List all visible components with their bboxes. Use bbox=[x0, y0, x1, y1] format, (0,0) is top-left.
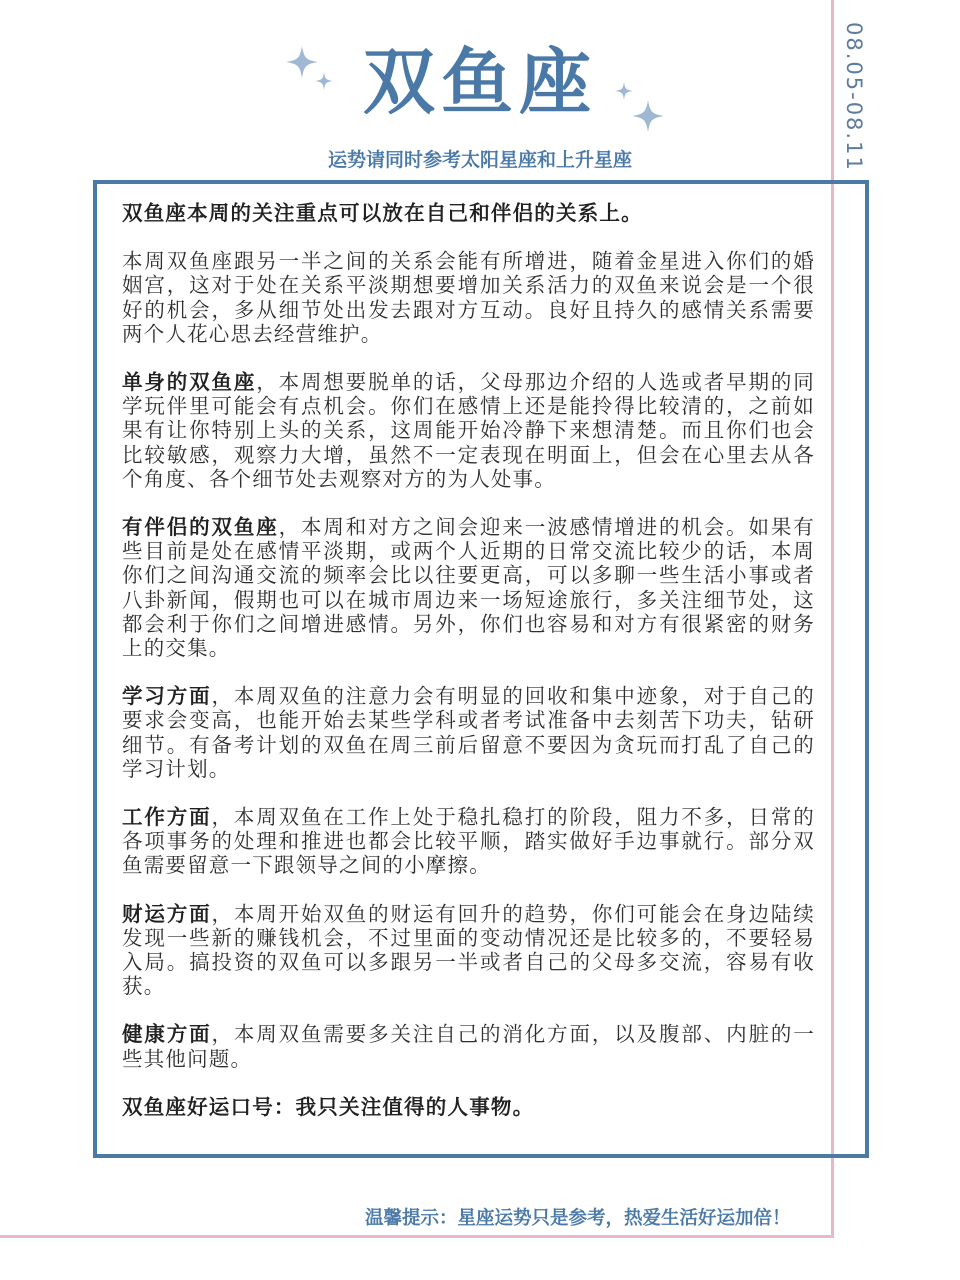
section-heading: 工作方面 bbox=[122, 805, 212, 830]
page-title: 双鱼座 bbox=[362, 40, 597, 124]
footer-note: 温馨提示：星座运势只是参考，热爱生活好运加倍！ bbox=[365, 1208, 791, 1229]
section-heading: 有伴侣的双鱼座 bbox=[122, 515, 279, 540]
section-text: ，本周双鱼的注意力会有明显的回收和集中迹象，对于自己的要求会变高，也能开始去某些学科或者考试准备中去刻苦下功夫，钻研细节。有备考计划的双鱼在周三前后留意不要因为贪玩而打乱了自己的学习计划。 bbox=[122, 684, 815, 781]
section-heading: 学习方面 bbox=[122, 684, 212, 709]
section-text: ，本周和对方之间会迎来一波感情增进的机会。如果有些目前是处在感情平淡期，或两个人近期的日常交流比较少的话，本周你们之间沟通交流的频率会比以往要更高，可以多聊一些生活小事或者八卦新闻，假期也可以在城市周边来一场短途旅行，多关注细节处，这都会利于你们之间增进感情。另外，你们也容易和对方有很紧密的财务上的交集。 bbox=[122, 515, 815, 661]
section-heading: 单身的双鱼座 bbox=[122, 370, 257, 395]
section-text: ，本周双鱼在工作上处于稳扎稳打的阶段，阻力不多，日常的各项事务的处理和推进也都会比较平顺，踏实做好手边事就行。部分双鱼需要留意一下跟领导之间的小摩擦。 bbox=[122, 805, 815, 878]
section-heading: 财运方面 bbox=[122, 901, 212, 926]
section-paragraph bbox=[122, 902, 815, 999]
title-area bbox=[0, 34, 960, 130]
section-text: ，本周双鱼需要多关注自己的消化方面，以及腹部、内脏的一些其他问题。 bbox=[122, 1022, 815, 1071]
overview-paragraph: 本周双鱼座跟另一半之间的关系会能有所增进，随着金星进入你们的婚姻宫，这对于处在关系平淡期想要增加关系活力的双鱼来说会是一个很好的机会，多从细节处出发去跟对方互动。良好且持久的感情关系需要两个人花心思去经营维护。 bbox=[122, 249, 815, 346]
slogan-paragraph bbox=[122, 1095, 815, 1119]
intro-paragraph bbox=[122, 201, 815, 225]
section-paragraph bbox=[122, 684, 815, 781]
section-text: ，本周开始双鱼的财运有回升的趋势，你们可能会在身边陆续发现一些新的赚钱机会，不过里面的变动情况还是比较多的，不要轻易入局。搞投资的双鱼可以多跟另一半或者自己的父母多交流，容易有收获。 bbox=[122, 901, 815, 999]
slogan-text: 双鱼座好运口号：我只关注值得的人事物。 bbox=[122, 1094, 535, 1119]
date-range: 08.05-08.11 bbox=[842, 22, 866, 172]
section-heading: 健康方面 bbox=[122, 1022, 212, 1047]
section-paragraph bbox=[122, 805, 815, 878]
intro-text: 双鱼座本周的关注重点可以放在自己和伴侣的关系上。 bbox=[122, 201, 643, 225]
decorative-horizontal-line bbox=[0, 1235, 834, 1238]
section-paragraph bbox=[122, 370, 815, 491]
section-paragraph bbox=[122, 515, 815, 660]
content-box bbox=[93, 180, 869, 1158]
section-paragraph bbox=[122, 1022, 815, 1070]
subtitle: 运势请同时参考太阳星座和上升星座 bbox=[327, 149, 632, 171]
section-text: ，本周想要脱单的话，父母那边介绍的人选或者早期的同学玩伴里可能会有点机会。你们在感情上还是能拎得比较清的，之前如果有让你特别上头的关系，这周能开始冷静下来想清楚。而且你们也会比较敏感，观察力大增，虽然不一定表现在明面上，但会在心里去从各个角度、各个细节处去观察对方的为人处事。 bbox=[122, 370, 816, 491]
